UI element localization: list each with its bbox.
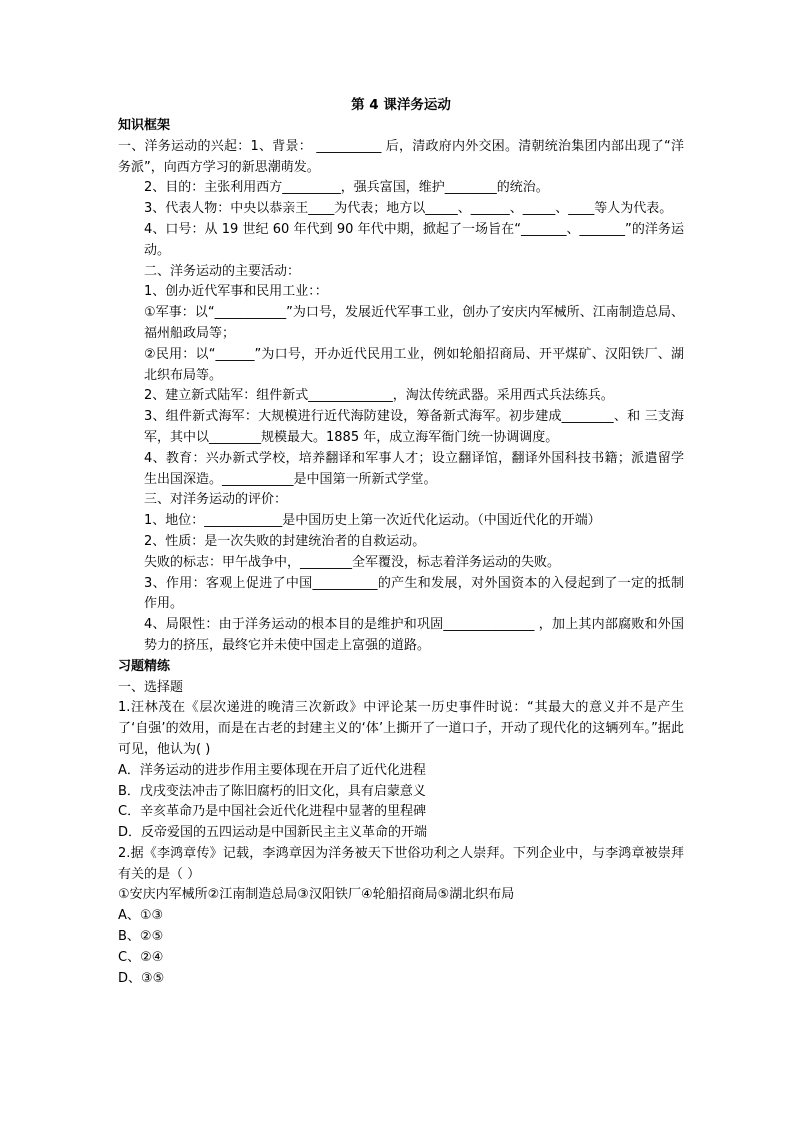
page-title: 第 4 课洋务运动 <box>351 97 451 113</box>
question-1-option-d: D．反帝爱国的五四运动是中国新民主主义革命的开端 <box>118 825 428 841</box>
framework-line: 一、洋务运动的兴起：1、背景： __________ 后，清政府内外交困。清朝统治集团内部出现了“洋务派”，向西方学习的新思潮萌发。 <box>118 138 684 175</box>
practice-heading: 习题精练 <box>118 658 171 674</box>
framework-line: 三、对洋务运动的评价： <box>144 492 288 508</box>
framework-line: 3、组件新式海军：大规模进行近代海防建设，筹备新式海军。初步建成________、和 三支海军，其中以________规模最大。1885 年，成立海军衙门统一协调调度。 <box>144 409 684 445</box>
framework-line: 1、地位：____________是中国历史上第一次近代化运动。（中国近代化的开端） <box>144 513 601 529</box>
framework-line: ②民用：以“______”为口号，开办近代民用工业，例如轮船招商局、开平煤矿、汉阳铁厂、湖北织布局等。 <box>144 346 684 383</box>
section-label: 一、选择题 <box>118 679 184 695</box>
document-page <box>118 94 684 989</box>
framework-line: 2、建立新式陆军：组件新式_____________，淘汰传统武器。采用西式兵法练兵。 <box>144 388 614 404</box>
question-2-option-c: C、②④ <box>118 949 164 965</box>
question-2-stem: 2.据《李鸿章传》记载，李鸿章因为洋务被天下世俗功利之人崇拜。下列企业中，与李鸿章被崇拜有关的是（ ） <box>118 845 684 882</box>
framework-line: 1、创办近代军事和民用工业：： <box>144 284 328 300</box>
framework-line: 4、教育：兴办新式学校，培养翻译和军事人才；设立翻译馆，翻译外国科技书籍；派遣留学生出国深造。___________是中国第一所新式学堂。 <box>144 450 684 487</box>
framework-line: 2、性质：是一次失败的封建统治者的自救运动。 <box>144 533 426 549</box>
question-2-option-b: B、②⑤ <box>118 929 164 945</box>
framework-line: 4、口号：从 19 世纪 60 年代到 90 年代中期，掀起了一场旨在“_______、_______”的洋务运动。 <box>144 221 684 258</box>
question-1-option-b: B．戊戌变法冲击了陈旧腐朽的旧文化，具有启蒙意义 <box>118 783 426 799</box>
framework-line: 失败的标志：甲午战争中，________全军覆没，标志着洋务运动的失败。 <box>144 554 561 570</box>
framework-line: 二、洋务运动的主要活动： <box>144 263 301 279</box>
question-1-option-c: C．辛亥革命乃是中国社会近代化进程中显著的里程碑 <box>118 804 427 820</box>
framework-line: 2、目的：主张利用西方_________，强兵富国，维护________的统治。 <box>144 180 549 196</box>
framework-line: 3、代表人物：中央以恭亲王____为代表；地方以_____、______、_____、____等人为代表。 <box>144 201 673 217</box>
framework-line: 3、作用：客观上促进了中国__________的产生和发展，对外国资本的入侵起到了一定的抵制作用。 <box>144 575 684 612</box>
question-2-option-d: D、③⑤ <box>118 970 165 986</box>
question-2-list: ①安庆内军械所②江南制造总局③汉阳铁厂④轮船招商局⑤湖北织布局 <box>118 887 515 903</box>
framework-line: 4、局限性：由于洋务运动的根本目的是维护和巩固______________ ，加上其内部腐败和外国势力的挤压，最终它并未使中国走上富强的道路。 <box>144 617 684 653</box>
question-2-option-a: A、①③ <box>118 908 164 924</box>
question-1-stem: 1.汪林茂在《层次递进的晚清三次新政》中评论某一历史事件时说：“其最大的意义并不是产生了‘自强’的效用，而是在古老的封建主义的‘体’上撕开了一道口子，开动了现代化的这辆列车。”据此可见，他认为( ) <box>118 700 684 757</box>
question-1-option-a: A．洋务运动的进步作用主要体现在开启了近代化进程 <box>118 762 426 778</box>
framework-line: ①军事：以“___________”为口号，发展近代军事工业，创办了安庆内军械所、江南制造总局、福州船政局等； <box>144 305 684 341</box>
framework-heading: 知识框架 <box>118 118 171 133</box>
